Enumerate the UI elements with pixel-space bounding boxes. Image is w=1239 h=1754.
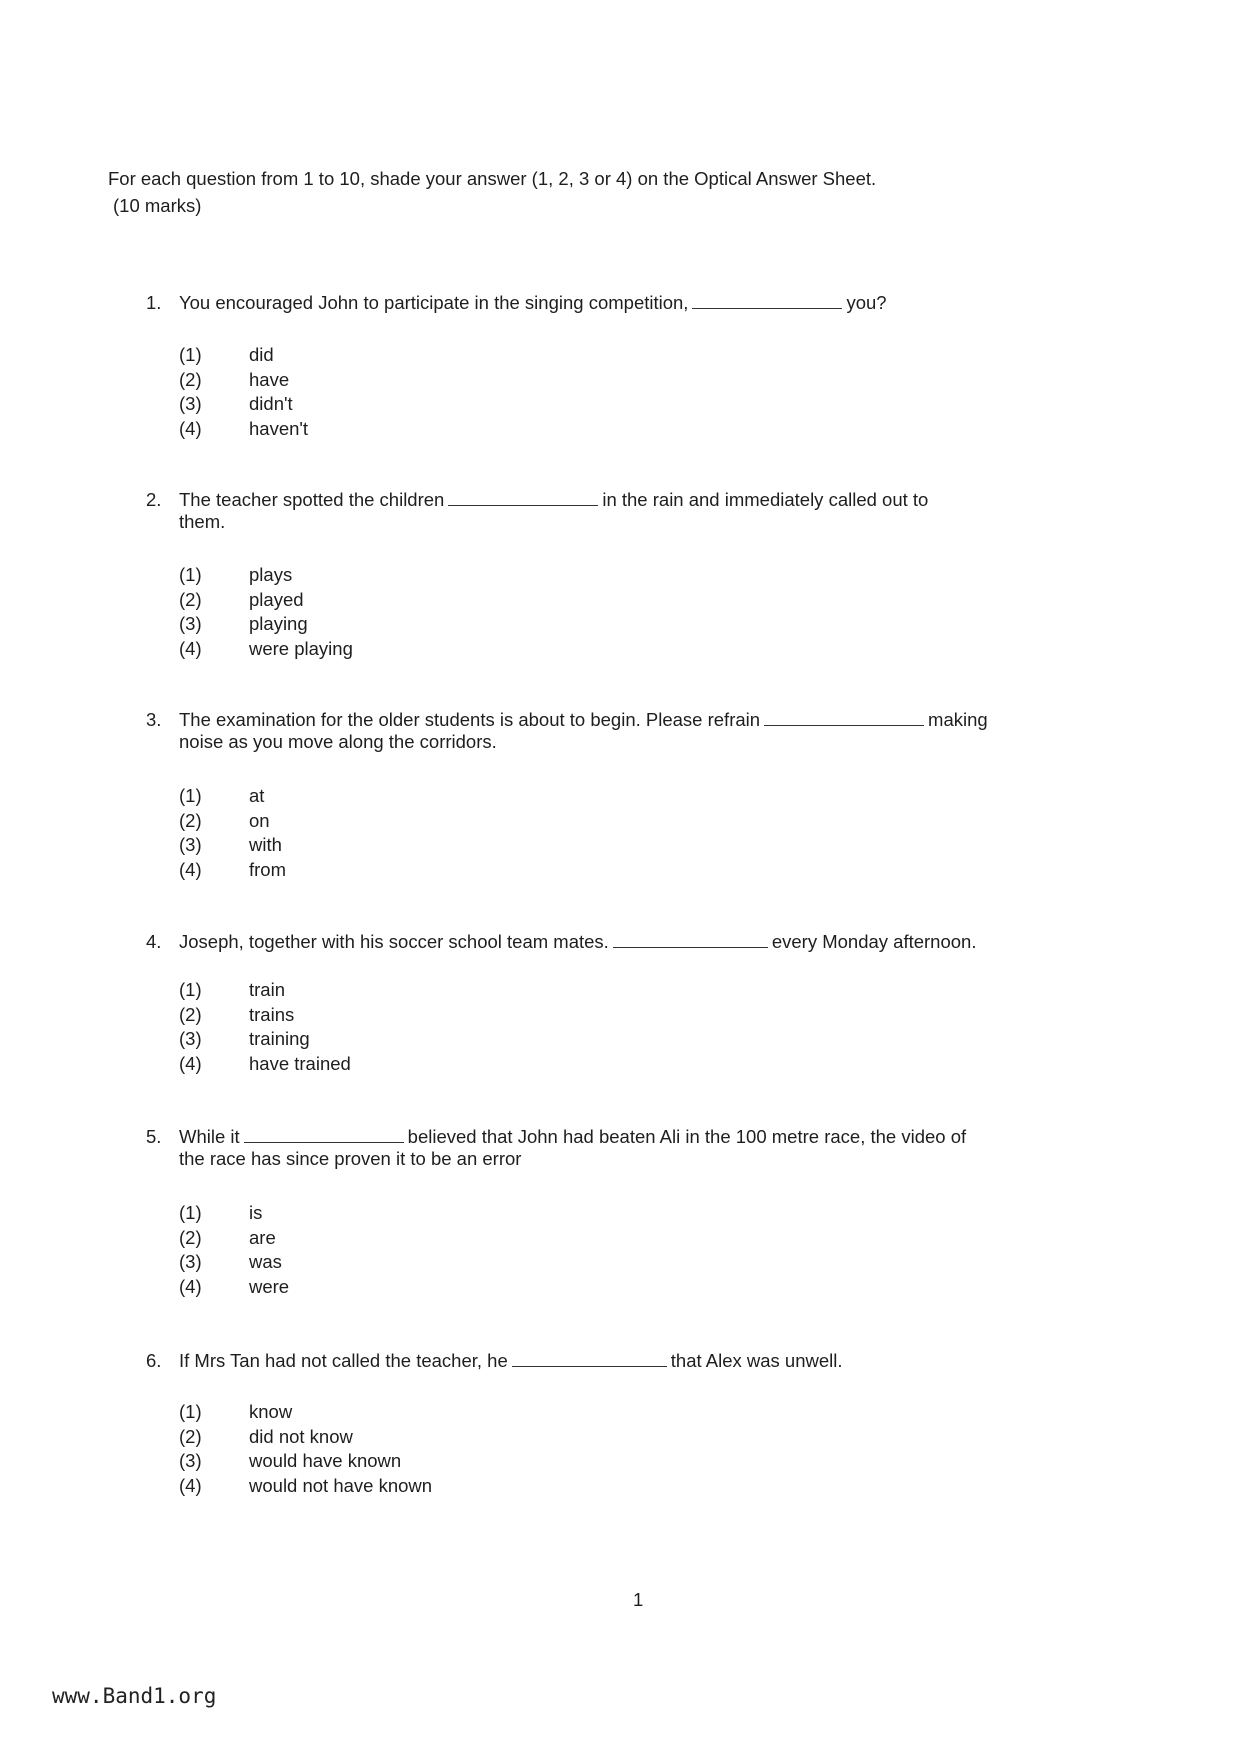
option-number: (2) [179,1425,202,1447]
question-number: 2. [146,489,162,510]
option-item [179,368,308,393]
question-2 [146,489,928,533]
question-number: 1. [146,292,162,313]
instructions: For each question from 1 to 10, shade your answer (1, 2, 3 or 4) on the Optical Answer Sheet. [108,168,877,189]
answer-blank [692,294,842,309]
option-number: (2) [179,368,202,390]
question-text-before: The examination for the older students is about to begin. Please refrain [179,709,761,730]
question-3 [146,709,988,753]
question-6 [146,1350,843,1372]
option-number: (2) [179,1226,202,1248]
option-text: were playing [249,637,353,659]
question-text-before: If Mrs Tan had not called the teacher, he [179,1350,508,1371]
watermark: www.Band1.org [52,1684,217,1708]
option-text: on [249,809,270,831]
option-text: is [249,1202,263,1223]
option-text: were [249,1275,290,1297]
option-item [179,1250,289,1275]
option-item [179,1425,432,1450]
option-text: train [249,979,285,1000]
option-text: was [249,1251,282,1272]
options-list [179,1400,432,1498]
question-number: 6. [146,1350,162,1371]
answer-blank [512,1352,667,1367]
option-number: (2) [179,1003,202,1025]
option-text: at [249,785,265,806]
option-number: (3) [179,393,202,414]
option-text: didn't [249,393,293,414]
option-number: (4) [179,417,202,439]
option-item [179,612,353,637]
question-text-after: you? [846,292,887,313]
option-text: did not know [249,1425,353,1447]
question-1 [146,292,887,314]
option-item [179,1474,432,1499]
options-list [179,1201,289,1299]
option-item [179,1400,432,1425]
option-text: haven't [249,417,309,439]
option-text: did [249,344,274,365]
option-item [179,343,308,368]
option-number: (1) [179,1202,202,1223]
option-number: (1) [179,979,202,1000]
question-text-after: every Monday afternoon. [771,931,977,952]
option-item [179,784,286,809]
option-item [179,1275,289,1300]
option-item [179,1003,351,1028]
option-number: (4) [179,637,202,659]
option-number: (4) [179,1052,202,1074]
option-text: would not have known [249,1474,433,1496]
option-text: know [249,1401,293,1422]
answer-blank [244,1128,404,1143]
option-item [179,637,353,662]
option-text: have [249,368,290,390]
option-text: have trained [249,1052,351,1074]
option-item [179,588,353,613]
answer-blank [613,933,768,948]
question-number: 3. [146,709,162,730]
options-list [179,978,351,1076]
options-list [179,563,353,661]
option-item [179,809,286,834]
option-number: (3) [179,834,202,855]
option-number: (4) [179,1275,202,1297]
option-text: would have known [249,1450,402,1471]
option-item [179,1449,432,1474]
answer-blank [448,491,598,506]
question-text-line2: the race has since proven it to be an error [179,1148,522,1169]
option-number: (2) [179,809,202,831]
question-text-after: believed that John had beaten Ali in the 100 metre race, the video of [407,1126,967,1147]
option-item [179,1052,351,1077]
option-text: from [249,858,286,880]
question-text-before: While it [179,1126,240,1147]
option-number: (2) [179,588,202,610]
option-item [179,417,308,442]
option-item [179,392,308,417]
option-number: (4) [179,1474,202,1496]
question-text-after: that Alex was unwell. [670,1350,843,1371]
question-text-before: Joseph, together with his soccer school team mates. [179,931,609,952]
option-text: trains [249,1003,295,1025]
answer-blank [764,711,924,726]
question-text-before: The teacher spotted the children [179,489,445,510]
option-text: training [249,1028,310,1049]
question-text-line2: noise as you move along the corridors. [179,731,497,752]
options-list [179,343,308,441]
option-text: are [249,1226,276,1248]
page-number: 1 [633,1589,644,1610]
option-item [179,833,286,858]
question-number: 4. [146,931,162,952]
option-text: played [249,588,304,610]
option-number: (1) [179,344,202,365]
question-text-after: making [928,709,988,730]
options-list [179,784,286,882]
option-number: (3) [179,1251,202,1272]
option-text: plays [249,564,293,585]
option-item [179,563,353,588]
question-4 [146,931,976,953]
option-text: playing [249,613,308,634]
question-5 [146,1126,966,1170]
option-number: (1) [179,785,202,806]
option-text: with [249,834,282,855]
option-number: (3) [179,613,202,634]
option-number: (1) [179,564,202,585]
option-item [179,1226,289,1251]
option-number: (3) [179,1028,202,1049]
option-number: (1) [179,1401,202,1422]
option-number: (3) [179,1450,202,1471]
question-number: 5. [146,1126,162,1147]
marks-label: (10 marks) [113,195,202,216]
option-item [179,978,351,1003]
question-text-after: in the rain and immediately called out to [602,489,929,510]
option-item [179,858,286,883]
option-item [179,1201,289,1226]
question-text-before: You encouraged John to participate in the singing competition, [179,292,689,313]
option-number: (4) [179,858,202,880]
option-item [179,1027,351,1052]
question-text-line2: them. [179,511,226,532]
